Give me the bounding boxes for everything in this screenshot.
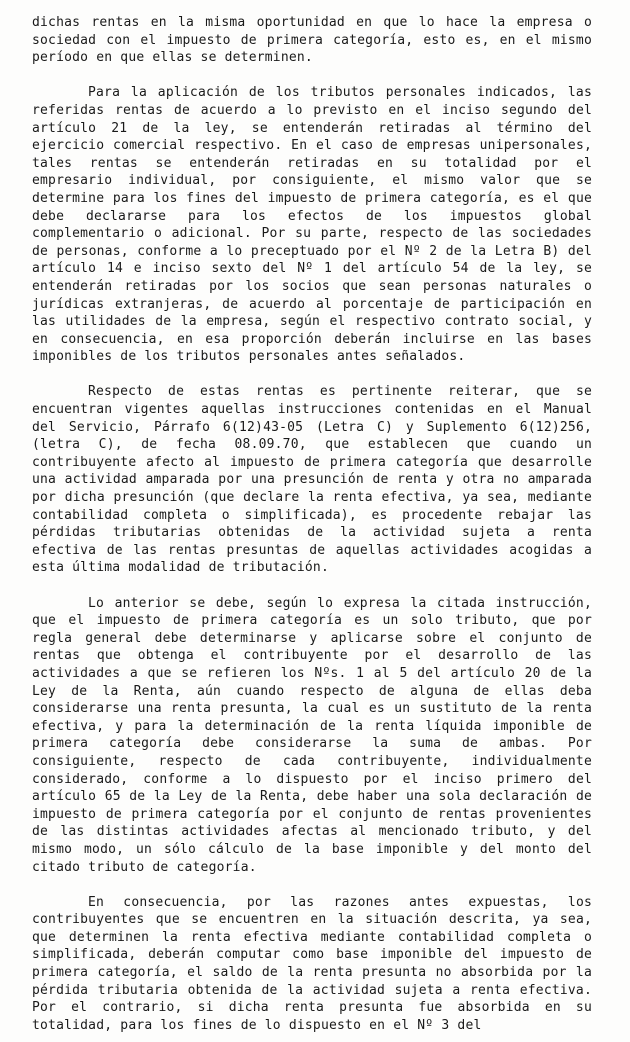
paragraph-instrucciones-vigentes: Respecto de estas rentas es pertinente reiterar, que se encuentran vigentes aquellas instrucciones contenidas en el Manual del Servicio, Párrafo 6(12)43-05 (Letra C) y Suplemento 6(12)256, (letra C), de fecha 08.09.70, que establecen que cuando un contribuyente afecto al impuesto de primera categoría que desarrolle una actividad amparada por una presunción de renta y otra no amparada por dicha presunción (que declare la renta efectiva, ya sea, mediante contabilidad completa o simplificada), es procedente rebajar las pérdidas tributarias obtenidas de la actividad sujeta a renta efectiva de las rentas presuntas de aquellas actividades acogidas a esta última modalidad de tributación. (32, 384, 592, 576)
paragraph-impuesto-unico: Lo anterior se debe, según lo expresa la citada instrucción, que el impuesto de primera categoría es un solo tributo, que por regla general debe determinarse y aplicarse sobre el conjunto de rentas que obtenga el contribuyente por el desarrollo de las actividades a que se refieren los Nºs. 1 al 5 del artículo 20 de la Ley de la Renta, aún cuando respecto de alguna de ellas deba considerarse una renta presunta, la cual es un sustituto de la renta efectiva, y para la determinación de la renta líquida imponible de primera categoría debe considerarse la suma de ambas. Por consiguiente, respecto de cada contribuyente, individualmente considerado, conforme a lo dispuesto por el inciso primero del artículo 65 de la Ley de la Renta, debe haber una sola declaración de impuesto de primera categoría por el conjunto de rentas provenientes de las distintas actividades afectas al mencionado tributo, y del mismo modo, un sólo cálculo de la base imponible y del monto del citado tributo de categoría. (32, 595, 592, 875)
paragraph-tributos-personales: Para la aplicación de los tributos personales indicados, las referidas rentas de acuerdo a lo previsto en el inciso segundo del artículo 21 de la ley, se entenderán retiradas al término del ejercicio comercial respectivo. En el caso de empresas unipersonales, tales rentas se entenderán retiradas en su totalidad por el empresario individual, por consiguiente, el mismo valor que se determine para los fines del impuesto de primera categoría, es el que debe declararse para los efectos de los impuestos global complementario o adicional. Por su parte, respecto de las sociedades de personas, conforme a lo preceptuado por el Nº 2 de la Letra B) del artículo 14 e inciso sexto del Nº 1 del artículo 54 de la ley, se entenderán retiradas por los socios que sean personas naturales o jurídicas extranjeras, de acuerdo al porcentaje de participación en las utilidades de la empresa, según el respectivo contrato social, y en consecuencia, en esa proporción deberán incluirse en las bases imponibles de los tributos personales antes señalados. (32, 85, 592, 365)
paragraph-continuation: dichas rentas en la misma oportunidad en que lo hace la empresa o sociedad con el impuesto de primera categoría, esto es, en el mismo período en que ellas se determinen. (32, 15, 592, 66)
paragraph-consecuencia: En consecuencia, por las razones antes expuestas, los contribuyentes que se encuentren en la situación descrita, ya sea, que determinen la renta efectiva mediante contabilidad completa o simplificada, deberán computar como base imponible del impuesto de primera categoría, el saldo de la renta presunta no absorbida por la pérdida tributaria obtenida de la actividad sujeta a renta efectiva. Por el contrario, si dicha renta presunta fue absorbida en su totalidad, para los fines de lo dispuesto en el Nº 3 del (32, 894, 592, 1033)
document-body (32, 14, 592, 1034)
